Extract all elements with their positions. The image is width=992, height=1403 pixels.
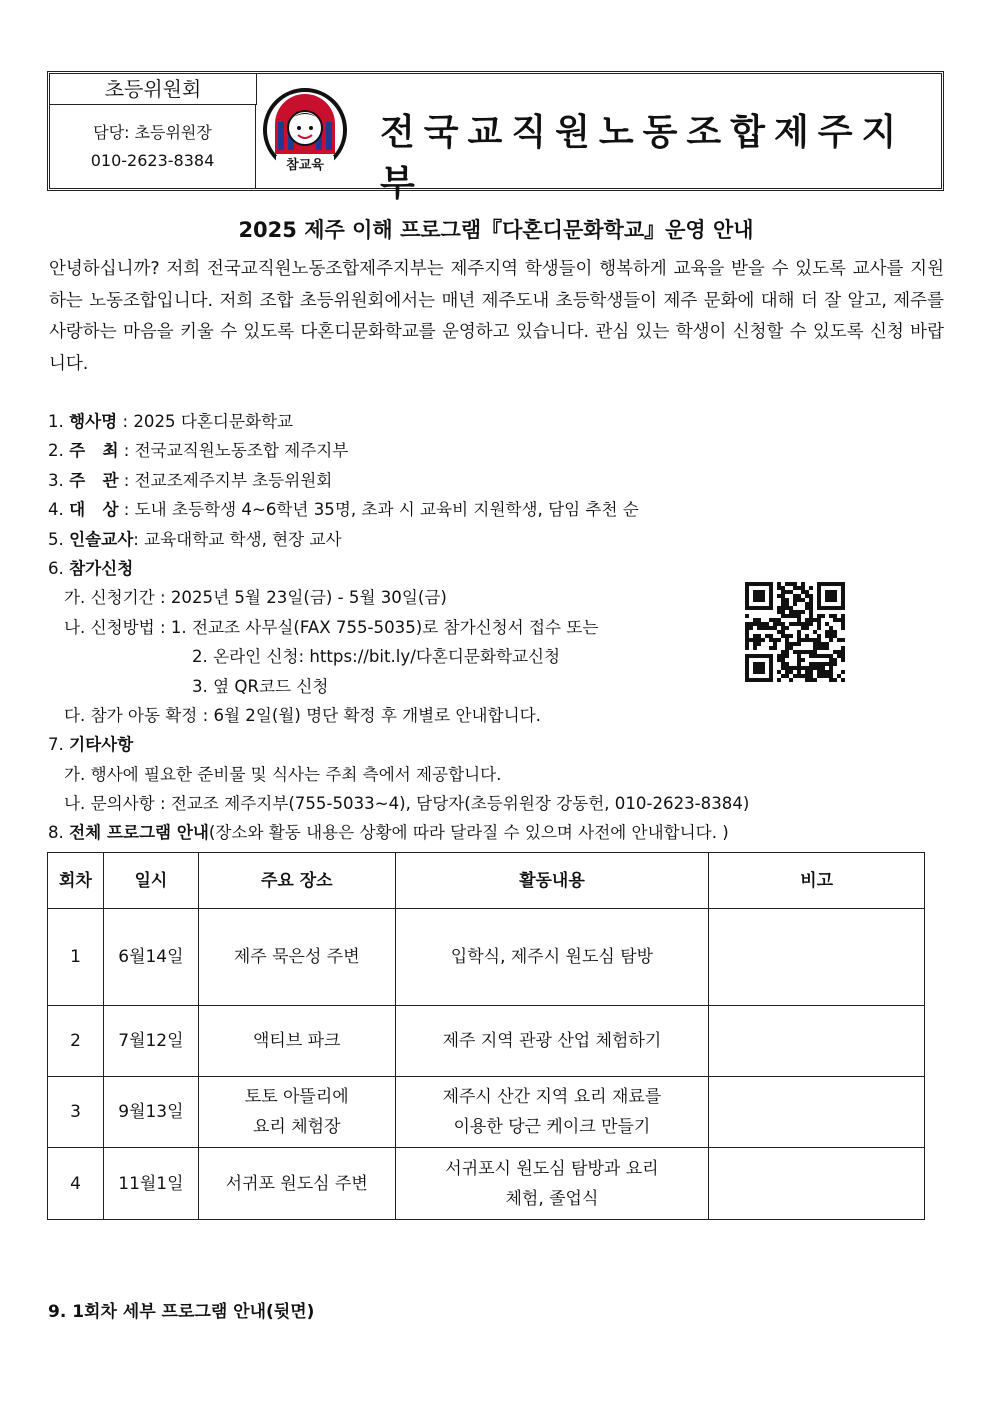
cell-no: 1 — [48, 909, 104, 1006]
list-item: 8. 전체 프로그램 안내(장소와 활동 내용은 상황에 따라 달라질 수 있으며 사전에 안내합니다. ) — [48, 823, 729, 843]
cell-place: 서귀포 원도심 주변 — [198, 1148, 395, 1220]
cell-no: 4 — [48, 1148, 104, 1220]
intro-paragraph: 안녕하십니까? 저희 전국교직원노동조합제주지부는 제주지역 학생들이 행복하게 교육을 받을 수 있도록 교사를 지원하는 노동조합입니다. 저희 조합 초등위원회에서는 매년 제주도내 초등학생들이 제주 문화에 대해 더 잘 알고, 제주를 사랑하는 마음을 키울 수 있도록 다혼디문화학교를 운영하고 있습니다. 관심 있는 학생이 신청할 수 있도록 신청 바랍니다. — [49, 259, 944, 374]
contact-phone: 010-2623-8384 — [90, 151, 215, 170]
program-table — [47, 852, 925, 1220]
col-header: 회차 — [48, 853, 104, 909]
table-row — [48, 1077, 925, 1148]
apply-confirm: 다. 참가 아동 확정 : 6월 2일(월) 명단 확정 후 개별로 안내합니다. — [64, 705, 541, 725]
cell-no: 2 — [48, 1006, 104, 1077]
cell-date: 11월1일 — [103, 1148, 198, 1220]
apply-period: 가. 신청기간 : 2025년 5월 23일(금) - 5월 30일(금) — [64, 588, 447, 608]
qr-code-icon[interactable] — [745, 582, 845, 682]
cell-activity: 서귀포시 원도심 탐방과 요리 체험, 졸업식 — [395, 1148, 709, 1220]
apply-qr: 3. 옆 QR코드 신청 — [192, 676, 329, 696]
letterhead — [47, 71, 944, 204]
cell-activity: 제주시 산간 지역 요리 재료를 이용한 당근 케이크 만들기 — [395, 1077, 709, 1148]
contact-info — [50, 105, 256, 188]
col-header: 일시 — [103, 853, 198, 909]
cell-note — [709, 1077, 925, 1148]
list-item: 3. 주 관 : 전교조제주지부 초등위원회 — [48, 470, 333, 490]
etc-supplies: 가. 행사에 필요한 준비물 및 식사는 주최 측에서 제공합니다. — [64, 764, 502, 784]
list-item: 7. 기타사항 — [48, 735, 134, 755]
union-logo-icon — [262, 84, 348, 180]
apply-online[interactable]: 2. 온라인 신청: https://bit.ly/다혼디문화학교신청 — [192, 647, 561, 667]
cell-note — [709, 909, 925, 1006]
apply-method: 나. 신청방법 : 1. 전교조 사무실(FAX 755-5035)로 참가신청서 접수 또는 — [64, 617, 599, 637]
list-item: 4. 대 상 : 도내 초등학생 4~6학년 35명, 초과 시 교육비 지원학생, 담임 추천 순 — [48, 500, 639, 520]
table-header-row — [48, 853, 925, 909]
cell-place: 액티브 파크 — [198, 1006, 395, 1077]
cell-activity: 제주 지역 관광 산업 체험하기 — [395, 1006, 709, 1077]
table-row — [48, 1148, 925, 1220]
cell-no: 3 — [48, 1077, 104, 1148]
cell-date: 9월13일 — [103, 1077, 198, 1148]
cell-place: 토토 아뜰리에 요리 체험장 — [198, 1077, 395, 1148]
cell-note — [709, 1006, 925, 1077]
department-label: 초등위원회 — [50, 74, 257, 105]
col-header: 비고 — [709, 853, 925, 909]
cell-date: 7월12일 — [103, 1006, 198, 1077]
section-9-heading: 9. 1회차 세부 프로그램 안내(뒷면) — [48, 1302, 315, 1322]
list-item: 1. 행사명 : 2025 다혼디문화학교 — [48, 412, 294, 431]
cell-date: 6월14일 — [103, 909, 198, 1006]
table-row — [48, 1006, 925, 1077]
cell-activity: 입학식, 제주시 원도심 탐방 — [395, 909, 709, 1006]
contact-role: 담당: 초등위원장 — [93, 123, 212, 142]
cell-place: 제주 묵은성 주변 — [198, 909, 395, 1006]
document-title: 2025 제주 이해 프로그램『다혼디문화학교』운영 안내 — [238, 218, 754, 242]
cell-note — [709, 1148, 925, 1220]
col-header: 활동내용 — [395, 853, 709, 909]
table-row — [48, 909, 925, 1006]
list-item: 6. 참가신청 — [48, 558, 134, 578]
organization-name: 전국교직원노동조합제주지부 — [380, 112, 906, 204]
etc-inquiry: 나. 문의사항 : 전교조 제주지부(755-5033~4), 담당자(초등위원장 강동헌, 010-2623-8384) — [64, 794, 750, 814]
col-header: 주요 장소 — [198, 853, 395, 909]
list-item: 2. 주 최 : 전국교직원노동조합 제주지부 — [48, 441, 349, 461]
logo-text: 참교육 — [286, 158, 324, 173]
list-item: 5. 인솔교사: 교육대학교 학생, 현장 교사 — [48, 529, 342, 549]
